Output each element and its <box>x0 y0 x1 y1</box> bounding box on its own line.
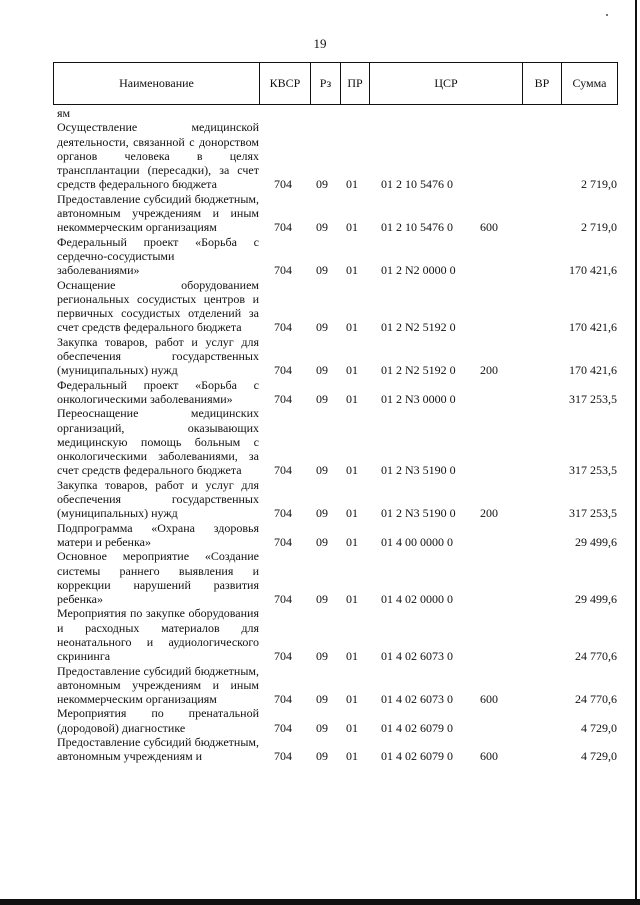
row-rz: 09 <box>316 363 328 378</box>
row-csr: 01 4 02 6079 0 <box>381 749 453 764</box>
row-rz: 09 <box>316 649 328 664</box>
row-sum: 170 421,6 <box>569 363 617 378</box>
row-kvsr: 704 <box>274 463 292 478</box>
row-name: Подпрограмма «Охрана здоровья матери и ребенка» <box>57 520 259 549</box>
header-kvsr: КВСР <box>260 63 311 104</box>
row-pr: 01 <box>346 177 358 192</box>
header-rz: Рз <box>311 63 341 104</box>
row-pr: 01 <box>346 220 358 235</box>
row-csr: 01 4 00 0000 0 <box>381 534 453 549</box>
header-pr: ПР <box>341 63 370 104</box>
row-vr: 200 <box>480 363 498 378</box>
row-pr: 01 <box>346 320 358 335</box>
row-name: Мероприятия по пренатальной (дородовой) диагностике <box>57 706 259 735</box>
row-kvsr: 704 <box>274 320 292 335</box>
row-pr: 01 <box>346 749 358 764</box>
row-kvsr: 704 <box>274 649 292 664</box>
row-pr: 01 <box>346 534 358 549</box>
row-csr: 01 2 N2 0000 0 <box>381 263 456 278</box>
row-csr: 01 2 10 5476 0 <box>381 220 453 235</box>
row-vr: 600 <box>480 220 498 235</box>
row-csr: 01 2 N3 5190 0 <box>381 506 456 521</box>
row-pr: 01 <box>346 391 358 406</box>
row-sum: 170 421,6 <box>569 263 617 278</box>
row-rz: 09 <box>316 263 328 278</box>
row-kvsr: 704 <box>274 363 292 378</box>
row-rz: 09 <box>316 506 328 521</box>
row-rz: 09 <box>316 534 328 549</box>
row-sum: 29 499,6 <box>575 592 617 607</box>
row-name: Закупка товаров, работ и услуг для обеспечения государственных (муниципальных) нужд <box>57 477 259 521</box>
row-rz: 09 <box>316 749 328 764</box>
row-rz: 09 <box>316 220 328 235</box>
table-row <box>57 406 617 477</box>
row-csr: 01 2 N3 0000 0 <box>381 391 456 406</box>
page-number: 19 <box>313 36 327 51</box>
table-row <box>57 335 617 378</box>
header-csr: ЦСР <box>370 63 523 104</box>
row-rz: 09 <box>316 720 328 735</box>
table-row <box>57 106 617 120</box>
scan-dot <box>606 14 608 16</box>
row-name: Переоснащение медицинских организаций, оказывающих медицинскую помощь больным с онкологическими заболеваниями, за счет средств федерального бюджета <box>57 406 259 478</box>
row-pr: 01 <box>346 463 358 478</box>
row-rz: 09 <box>316 463 328 478</box>
row-csr: 01 4 02 6073 0 <box>381 692 453 707</box>
row-sum: 317 253,5 <box>569 463 617 478</box>
row-name: Мероприятия по закупке оборудования и расходных материалов для неонатального и аудиологического скрининга <box>57 606 259 664</box>
page-edge-bottom <box>0 899 640 905</box>
table-row <box>57 378 617 407</box>
row-csr: 01 2 10 5476 0 <box>381 177 453 192</box>
table-row <box>57 521 617 550</box>
table-row <box>57 192 617 235</box>
row-kvsr: 704 <box>274 592 292 607</box>
row-name: Предоставление субсидий бюджетным, автономным учреждениям и <box>57 735 259 764</box>
row-name: Предоставление субсидий бюджетным, автономным учреждениям и иным некоммерческим организациям <box>57 191 259 235</box>
row-csr: 01 2 N2 5192 0 <box>381 320 456 335</box>
table-body <box>57 106 617 764</box>
row-kvsr: 704 <box>274 177 292 192</box>
row-sum: 24 770,6 <box>575 692 617 707</box>
table-row <box>57 735 617 764</box>
row-vr: 200 <box>480 506 498 521</box>
row-vr: 600 <box>480 692 498 707</box>
row-sum: 24 770,6 <box>575 649 617 664</box>
row-name: ям <box>57 106 71 120</box>
row-name: Федеральный проект «Борьба с онкологическими заболеваниями» <box>57 377 259 406</box>
table-header <box>53 62 618 105</box>
row-name: Закупка товаров, работ и услуг для обеспечения государственных (муниципальных) нужд <box>57 334 259 378</box>
table-row <box>57 606 617 663</box>
row-name: Основное мероприятие «Создание системы раннего выявления и коррекции нарушений развития ребенка» <box>57 549 259 607</box>
row-pr: 01 <box>346 363 358 378</box>
table-row <box>57 478 617 521</box>
row-csr: 01 4 02 6079 0 <box>381 720 453 735</box>
header-sum: Сумма <box>572 76 607 90</box>
row-pr: 01 <box>346 263 358 278</box>
header-name: Наименование <box>54 63 260 104</box>
row-pr: 01 <box>346 692 358 707</box>
row-rz: 09 <box>316 177 328 192</box>
row-kvsr: 704 <box>274 263 292 278</box>
table-row <box>57 706 617 735</box>
row-sum: 4 729,0 <box>581 749 617 764</box>
row-pr: 01 <box>346 720 358 735</box>
table-row <box>57 664 617 707</box>
row-vr: 600 <box>480 749 498 764</box>
row-pr: 01 <box>346 649 358 664</box>
row-sum: 317 253,5 <box>569 506 617 521</box>
table-row <box>57 120 617 191</box>
row-rz: 09 <box>316 391 328 406</box>
table-row <box>57 549 617 606</box>
row-kvsr: 704 <box>274 391 292 406</box>
row-rz: 09 <box>316 592 328 607</box>
row-rz: 09 <box>316 320 328 335</box>
row-sum: 2 719,0 <box>581 220 617 235</box>
row-rz: 09 <box>316 692 328 707</box>
row-sum: 4 729,0 <box>581 720 617 735</box>
row-csr: 01 4 02 6073 0 <box>381 649 453 664</box>
row-sum: 170 421,6 <box>569 320 617 335</box>
row-kvsr: 704 <box>274 720 292 735</box>
row-kvsr: 704 <box>274 506 292 521</box>
row-csr: 01 2 N3 5190 0 <box>381 463 456 478</box>
row-sum: 317 253,5 <box>569 391 617 406</box>
row-name: Осуществление медицинской деятельности, связанной с донорством органов человека в целях трансплантации (пересадки), за счет средств федерального бюджета <box>57 120 259 192</box>
row-kvsr: 704 <box>274 749 292 764</box>
row-kvsr: 704 <box>274 534 292 549</box>
row-name: Оснащение оборудованием региональных сосудистых центров и первичных сосудистых отделений за счет средств федерального бюджета <box>57 277 259 335</box>
row-name: Предоставление субсидий бюджетным, автономным учреждениям и иным некоммерческим организациям <box>57 663 259 707</box>
row-sum: 29 499,6 <box>575 534 617 549</box>
row-csr: 01 4 02 0000 0 <box>381 592 453 607</box>
row-kvsr: 704 <box>274 220 292 235</box>
header-vr: ВР <box>523 63 562 104</box>
table-row <box>57 278 617 335</box>
page-edge-right <box>635 0 637 905</box>
table-row <box>57 235 617 278</box>
row-kvsr: 704 <box>274 692 292 707</box>
row-csr: 01 2 N2 5192 0 <box>381 363 456 378</box>
row-sum: 2 719,0 <box>581 177 617 192</box>
row-pr: 01 <box>346 506 358 521</box>
row-name: Федеральный проект «Борьба с сердечно-сосудистыми заболеваниями» <box>57 234 259 278</box>
row-pr: 01 <box>346 592 358 607</box>
